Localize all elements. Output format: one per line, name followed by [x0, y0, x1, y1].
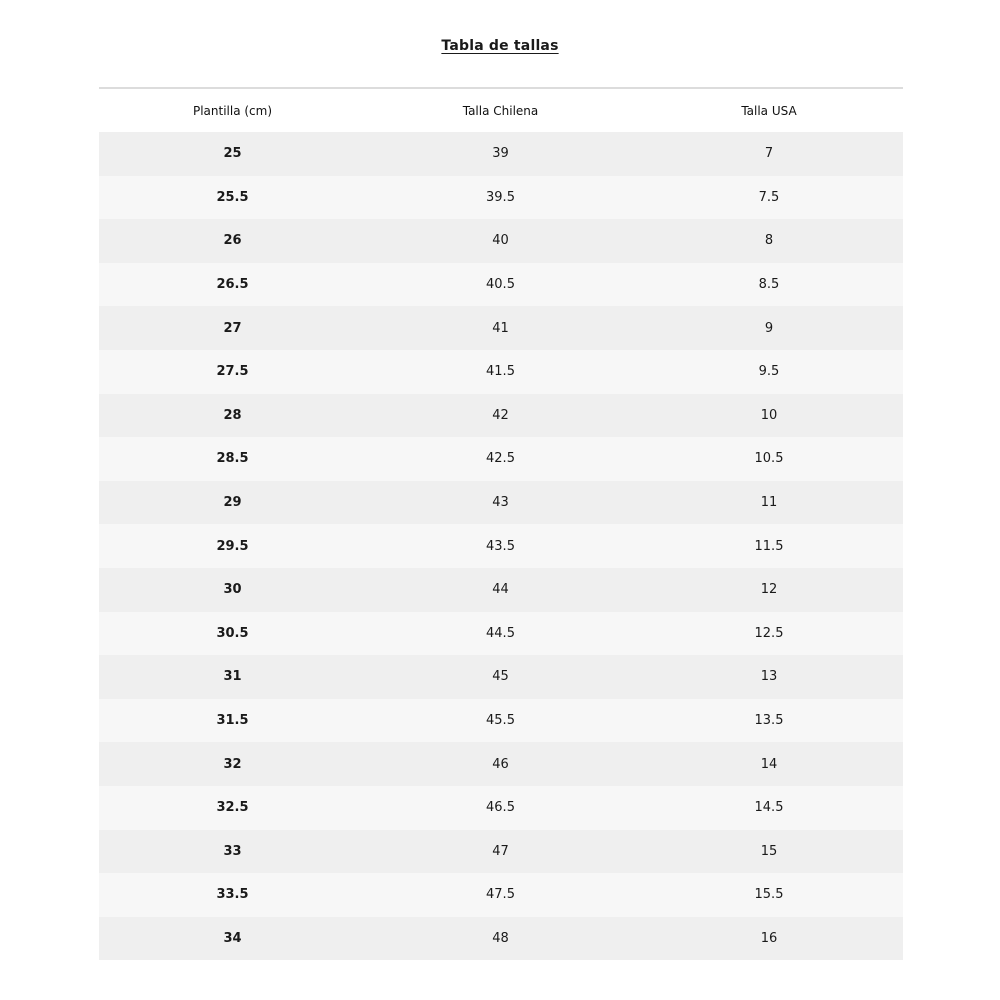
header-talla-usa: Talla USA	[635, 88, 903, 132]
cell-talla-usa: 12	[635, 568, 903, 612]
cell-talla-chilena: 46.5	[366, 786, 635, 830]
cell-talla-usa: 15	[635, 830, 903, 874]
cell-plantilla-cm: 30.5	[99, 612, 366, 656]
cell-talla-usa: 8.5	[635, 263, 903, 307]
cell-talla-usa: 16	[635, 917, 903, 961]
size-table	[99, 87, 903, 960]
cell-plantilla-cm: 30	[99, 568, 366, 612]
cell-talla-chilena: 40.5	[366, 263, 635, 307]
cell-talla-usa: 11	[635, 481, 903, 525]
cell-talla-usa: 14	[635, 742, 903, 786]
cell-plantilla-cm: 32	[99, 742, 366, 786]
page-title: Tabla de tallas	[441, 38, 559, 54]
cell-talla-usa: 10.5	[635, 437, 903, 481]
cell-talla-chilena: 46	[366, 742, 635, 786]
cell-plantilla-cm: 28.5	[99, 437, 366, 481]
cell-plantilla-cm: 28	[99, 394, 366, 438]
cell-talla-usa: 9	[635, 306, 903, 350]
table-row	[99, 176, 903, 220]
table-row	[99, 655, 903, 699]
table-row	[99, 394, 903, 438]
cell-plantilla-cm: 32.5	[99, 786, 366, 830]
cell-talla-usa: 12.5	[635, 612, 903, 656]
cell-talla-usa: 7.5	[635, 176, 903, 220]
table-row	[99, 132, 903, 176]
table-row	[99, 481, 903, 525]
cell-plantilla-cm: 29.5	[99, 524, 366, 568]
cell-talla-usa: 15.5	[635, 873, 903, 917]
table-row	[99, 306, 903, 350]
table-row	[99, 219, 903, 263]
cell-plantilla-cm: 33	[99, 830, 366, 874]
table-row	[99, 350, 903, 394]
cell-plantilla-cm: 31	[99, 655, 366, 699]
cell-plantilla-cm: 29	[99, 481, 366, 525]
cell-talla-chilena: 40	[366, 219, 635, 263]
cell-talla-chilena: 43	[366, 481, 635, 525]
cell-plantilla-cm: 26	[99, 219, 366, 263]
cell-talla-usa: 14.5	[635, 786, 903, 830]
cell-talla-chilena: 45	[366, 655, 635, 699]
cell-talla-chilena: 47.5	[366, 873, 635, 917]
cell-talla-chilena: 41.5	[366, 350, 635, 394]
cell-talla-chilena: 48	[366, 917, 635, 961]
table-row	[99, 699, 903, 743]
cell-talla-chilena: 44.5	[366, 612, 635, 656]
cell-talla-chilena: 39.5	[366, 176, 635, 220]
cell-talla-chilena: 45.5	[366, 699, 635, 743]
table-row	[99, 437, 903, 481]
table-row	[99, 786, 903, 830]
cell-talla-chilena: 39	[366, 132, 635, 176]
cell-plantilla-cm: 26.5	[99, 263, 366, 307]
header-plantilla-cm: Plantilla (cm)	[99, 88, 366, 132]
cell-plantilla-cm: 34	[99, 917, 366, 961]
cell-talla-chilena: 41	[366, 306, 635, 350]
table-row	[99, 568, 903, 612]
table-row	[99, 873, 903, 917]
table-row	[99, 263, 903, 307]
cell-talla-usa: 8	[635, 219, 903, 263]
cell-plantilla-cm: 31.5	[99, 699, 366, 743]
cell-talla-usa: 7	[635, 132, 903, 176]
cell-talla-chilena: 44	[366, 568, 635, 612]
size-table-header	[99, 88, 903, 132]
cell-talla-chilena: 42	[366, 394, 635, 438]
size-table-container	[99, 87, 903, 960]
cell-talla-chilena: 47	[366, 830, 635, 874]
table-row	[99, 830, 903, 874]
table-row	[99, 612, 903, 656]
table-row	[99, 917, 903, 961]
table-row	[99, 524, 903, 568]
cell-talla-usa: 10	[635, 394, 903, 438]
cell-talla-usa: 13.5	[635, 699, 903, 743]
cell-talla-usa: 9.5	[635, 350, 903, 394]
cell-talla-chilena: 43.5	[366, 524, 635, 568]
table-row	[99, 742, 903, 786]
cell-talla-usa: 11.5	[635, 524, 903, 568]
cell-talla-chilena: 42.5	[366, 437, 635, 481]
cell-plantilla-cm: 25.5	[99, 176, 366, 220]
header-talla-chilena: Talla Chilena	[366, 88, 635, 132]
cell-plantilla-cm: 27.5	[99, 350, 366, 394]
cell-talla-usa: 13	[635, 655, 903, 699]
cell-plantilla-cm: 25	[99, 132, 366, 176]
cell-plantilla-cm: 27	[99, 306, 366, 350]
cell-plantilla-cm: 33.5	[99, 873, 366, 917]
header-row	[99, 88, 903, 132]
size-table-body	[99, 132, 903, 960]
